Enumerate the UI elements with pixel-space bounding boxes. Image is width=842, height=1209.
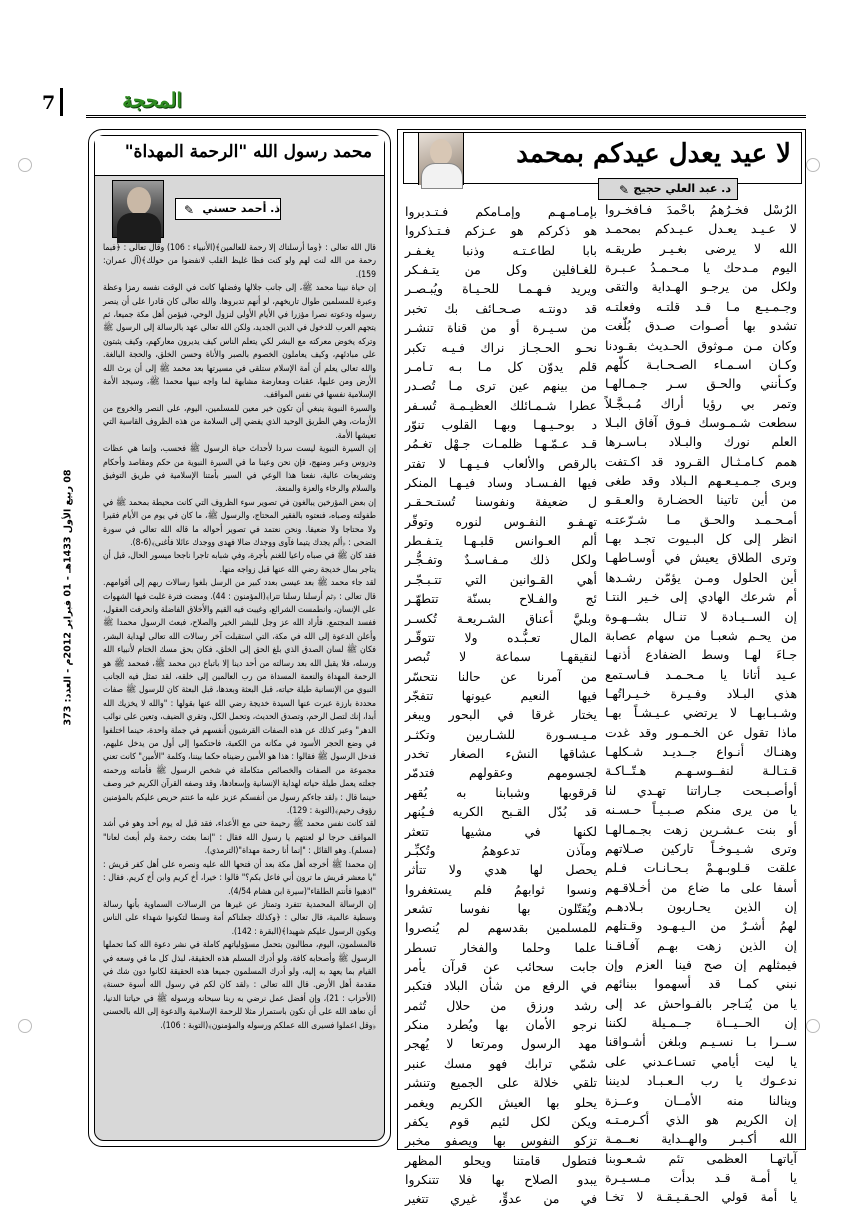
poem-line: فيها الفـسـاد وساد فيـهـا المنكر (405, 475, 597, 491)
poem-line: قلم يدوّن كل مـا بـه تـامـر (405, 358, 597, 374)
paragraph: إن الرسالة المحمدية تتفرد وتمتاز عن غيرها من الرسالات السماوية بأنها رسالة وسطية عالمية، قال تعالى : ﴿وكذلك جعلناكم أمة وسطا لتكونوا شهداء على الناس ويكون الرسول عليكم شهيدا﴾(البقرة : 142). (103, 899, 376, 937)
poem-line: الرُسْل فخـرُهمُ باحْمدَ فـافخـروا (605, 202, 797, 217)
poem-line: فيها النعيم عيونها تتفجّر (405, 687, 597, 703)
left-article-title: محمد رسول الله "الرحمة المهداة" (124, 142, 372, 162)
poem-line: وكـان اسـمـاء الصـحـابـة كلّهم (605, 356, 797, 372)
paragraph: إن بعض المؤرخين يبالغون في تصوير سوء الظروف التي كانت محيطة بمحمد ﷺ في طفولته وصباه، فنعتوه بالفقير المحتاج، والرسول ﷺ، ما كان في يوم من الأيام فقيرا ولا محتاجا ولا ضعيفا. ونحن نعتمد في تصوير أحواله ما قاله الله تعالى في سورة الضحى : ﴿ألم يجدك يتيما فآوى ووجدك ضالا فهدى ووجدك عائلا فأغنى﴾(6-8). (103, 497, 376, 548)
poem-line: قد بُدّل القـبح الكريه فـيُنهر (405, 804, 597, 820)
binding-hole-icon (18, 1019, 32, 1033)
paragraph: لقد جاء محمد ﷺ بعد عيسى بعدد كبير من الرسل بلغوا رسالات ربهم إلى أقوامهم. قال تعالى : ﴿ثم أرسلنا رسلنا تترا﴾(المؤمنون : 44). ومضت فترة غلبت فيها الشهوات على الإنسان، وانطمست الشرائع، وغيبت فيه القيم والأخلاق الفاضلة وانحرفت العقول، ففسد المجتمع. فأراد الله عز وجل للبشر الخير والصلاح، فبعث الرسول محمدا ﷺ وأعلن الدعوة إلى الله في مكة، التي استقبلت آخر رسالات الله تعالى لهداية البشر، فكان ﷺ لسان الصدق الذي بلغ الحق إلى الخلق، فكان بحق مسك الختام لأنبياء الله ورسله، فلا يقبل الله بعد رسالته من أحد دينا إلا باتباع دين محمد ﷺ، فمحمد ﷺ هو الرحمة المهداة والنعمة المسداة من رب العالمين إلى خلقه، لقد تمثل فيه الجانب النبوي من الإنسانية طيلة حياته، قبل البعثة وبعدها، قبل البعثة كان للرسول ﷺ صفات محددة بارزة عبرت عنها السيدة خديجة رضي الله عنها بقولها : "والله لا يخزيك الله أبدا، إنك لتصل الرحم، وتصدق الحديث، وتحمل الكل، وتقري الضيف، وتعين على نوائب الدهر" وعبر كذلك عن هذه الصفات القرشيون أنفسهم في جملة واحدة، حينما اختلفوا في وضع الحجر الأسود في مكانه من الكعبة، فاحتكموا إلى أول من يدخل عليهم، فدخل الرسول ﷺ فقالوا : هذا هو الأمين رضيناه حكما بيننا، وكلمة "الأمين" كانت تعني مجموعة من الصفات والخصائص متكاملة في شخص الرسول ﷺ فأمانته ورحمته جعلته يعمل طيلة حياته لهداية الإنسانية وإسعادها، وقد وصفه القرآن الكريم خير وصف حينما قال : ﴿لقد جاءكم رسول من أنفسكم عزيز عليه ما عنتم حريص عليكم بالمؤمنين رؤوف رحيم﴾(التوبة : 129). (103, 578, 376, 817)
poem-line: الله لا يرضى بغـيـر طريقـه (605, 240, 797, 256)
poem-line: يا من يرى منكم صـبـيـاً حـسـنه (605, 802, 797, 818)
right-article-author: د. عبد العلي حجيج (633, 182, 731, 195)
poem-line: يا أمـة قـد بدأت مـسـيـرة (605, 1169, 797, 1185)
poem-line: إن الكريم هو الذي أكـرمـتـه (605, 1111, 797, 1127)
poem-line: قـتـالـة لنفــوسـهـم هـتّــاكـة (605, 763, 797, 779)
left-article-author: ذ. أحمد حسني (202, 202, 280, 215)
poem-line: فتطول قامتنا ويحلو المظهر (405, 1152, 597, 1168)
poem-line: أوأصـبـحت جـاراتنا تهـدي لنا (605, 782, 797, 798)
poem-line: لنقيقهـا سماعة لا تُبصر (405, 649, 597, 665)
poem-line: عـيد أتانا يا مـحـمـد فـاسـتمع (605, 666, 797, 682)
poem-line: من أين تاتينا الحضـارة والعـقـو (605, 492, 797, 508)
left-article (88, 129, 391, 1147)
poem-line: وكان مـن مـوثوق الحـديث بقـودنا (605, 337, 797, 353)
right-article (397, 129, 806, 1207)
poem-line: بالرقص والألعاب فـيـهـا لا تفتر (405, 455, 597, 471)
poem-line: وشـبـابهـا لا يرتضي عـيـشـاً بهـا (605, 705, 797, 721)
pen-icon: ✎ (184, 203, 195, 217)
poem-line: عشاقها النشء الصغار تخدر (405, 746, 597, 762)
poem-line: لا عـيـد يعـدل عـيـدكم بمحمـد (605, 221, 797, 237)
poem-line: يختار غرقا في البحور ويبغر (405, 707, 597, 723)
poem-line: تشدو بها أصـوات صـدق بُلّغت (605, 318, 797, 334)
poem-line: ل ضعيفة ونفوسنا تُستـحـقـر (405, 494, 597, 510)
poem-line: عطرا شـمـائلك العظيـمـة تُسـفر (405, 397, 597, 413)
poem-line: ألم العـوانس قلبـهـا يتـفـطر (405, 533, 597, 549)
author-photo-body (117, 213, 161, 243)
poem-line: يا ليت أيامي تسـاعـدني على (605, 1053, 797, 1069)
poem-right-column (605, 200, 797, 1207)
poem-line: ويُقتّلون بها نفوسا تشعر (405, 900, 597, 916)
poem-line: ئج والفـلاح بسنّة تتطهّـر (405, 591, 597, 607)
poem-line: لكنها في مشيها تتعثر (405, 823, 597, 839)
poem-line: من يحـم شعبـا من سهام عصابة (605, 627, 797, 643)
poem-line: همم كـامـثـال القـرود قد اكـتفت (605, 453, 797, 469)
poem-line: وجـمـيـع مـا قـد قلتـه وفعلتـه (605, 298, 797, 314)
poem-line: وهنـاك أنـواع جــديـد شـكلهـا (605, 744, 797, 760)
poem-line: من آمرنا عن حالنا نتحسّر (405, 668, 597, 684)
poem-line: يا من يُتـاجر بالفـواحش عد إلى (605, 995, 797, 1011)
poem-line: تزكو النفوس بها ويصفو مخبر (405, 1133, 597, 1149)
poem-line: من سـيـرة أو من قناة تنشـر (405, 320, 597, 336)
poem-line: ندعـوك يا رب الـعـبـاد لديننا (605, 1073, 797, 1089)
poem-line: وبرى جـمـيـعـهم الـبلاد وقد طغى (605, 473, 797, 489)
poem-line: في من عدوٍّ، غيري تتغير (405, 1191, 597, 1207)
poem-line: وينالنا منه الأمــان وعــزة (605, 1092, 797, 1108)
poem-line: ولكل من يرجـو الهـداية والتقى (605, 279, 797, 295)
poem-line: لجسومهم وعقولهم فتدمّر (405, 765, 597, 781)
poem-line: إن الحــيــاة جــمـيلة لكننا (605, 1015, 797, 1031)
poem-line: نحـو الحـجـاز نراك فـيـه تكبر (405, 339, 597, 355)
poem-line: تلقي خلالة على الجميع وتنشر (405, 1075, 597, 1091)
header-rule (86, 115, 806, 118)
poem-line: وترى شـيـوخـاً تاركين صـلاتهم (605, 840, 797, 856)
author-photo-head (430, 139, 452, 165)
right-article-title-box (403, 132, 802, 184)
poem-line: يحلو بها العيش الكريم ويغمر (405, 1094, 597, 1110)
poem-line: قـد عـمّـهـا ظلمـات جـهْل تغـمُر (405, 436, 597, 452)
poem-line: إن الذين زهت بهـم آفـاقـنا (605, 937, 797, 953)
poem-line: وكـأنني والحـق سـر جـمـالهـا (605, 376, 797, 392)
left-article-body (94, 135, 385, 1141)
poem-line: اليوم مـدحك يا مـحـمـدُ عـبـرة (605, 260, 797, 276)
poem-line: ســرا بـا نسـيـم وبلغن أشـواقنا (605, 1034, 797, 1050)
poem-line: علما وحلما والفخار تسطر (405, 939, 597, 955)
poem-line: فيمثلهم إن صح فينا العزم وإن (605, 957, 797, 973)
poem-line: في الرفع من شأن البلاد فتكبر (405, 978, 597, 994)
author-photo-body (421, 163, 463, 189)
pen-icon: ✎ (619, 183, 630, 197)
poem-line: مهد الرسول ومرتعا لا يُهجر (405, 1036, 597, 1052)
poem-line: وتمر بي رؤيا أراك مُـبـجَّـلاً (605, 395, 797, 411)
poem-line: يبدو الصلاح بها فلا تتنكروا (405, 1171, 597, 1187)
poem-line: وبليَّ أعناق الشـريعـة تُكسـر (405, 610, 597, 626)
poem-line: ومآذن تدعوهمُ وتُكبِّـر (405, 842, 597, 858)
poem-line: نبني كمـا قد أسهموا ببنائهم (605, 976, 797, 992)
issue-info-vertical (60, 300, 76, 900)
poem-line: قرقوبها وشبابنا به يُقهر (405, 784, 597, 800)
paragraph: لقد كانت نفس محمد ﷺ رحيمة حتى مع الأعداء، فقد قيل له يوم أحد وهو في أشد المواقف حرجا لو لعنتهم يا رسول الله فقال : "إنما بعثت رحمة ولم أبعث لعانا"(مسلم). وهو القائل : "إنما أنا رحمة مهداة"(الترمذي). (103, 819, 376, 857)
poem-line: للغـافلين وكل من يتـفـكر (405, 262, 597, 278)
poem-line: إن الذين يحـاربون بـلادهـم (605, 898, 797, 914)
author-photo-head (127, 187, 151, 215)
left-author-tag (175, 198, 281, 220)
poem-line: انظر إلى كل البـيوت تجـد بهـا (605, 531, 797, 547)
poem-line: ماذا تقول عن الخـمـور وقد غدت (605, 724, 797, 740)
poem-line: سطعت شـمـوسك فـوق آفاق البـلا (605, 414, 797, 430)
paragraph: فقد كان ﷺ في صباه راعيا للغنم بأجرة، وفي شبابه تاجرا ناجحا ميسور الحال، قبل أن يتاجر بمال خديجة رضي الله عنها قبل زواجه منها. (103, 551, 376, 575)
paragraph: والسيرة النبوية ينبغي أن تكون خير معين للمسلمين، اليوم، على النصر والخروج من الأزمات، وهي الطريق الوحيد الذي يفضي إلى السلامة من هذه الظروف القاسية التي تعيشها الأمة. (103, 403, 376, 441)
poem-line: ويكن لكل لئيم قوم يكفر (405, 1113, 597, 1129)
poem-line: شمّي ترابك فهو مسك عنبر (405, 1055, 597, 1071)
poem-line: يا أمة قولي الحـقـيـقـة لا تخـا (605, 1189, 797, 1205)
poem-line: أهي القـوانين التي تتـبـجّـر (405, 571, 597, 587)
poem-line: أو بنت عـشـرين زهت بجـمـالهـا (605, 821, 797, 837)
poem-line: لهمُ أشـرٌ من الـيـهـود وقـتلهم (605, 918, 797, 934)
right-article-title: لا عيد يعدل عيدكم بمحمد (516, 139, 791, 169)
poem-line: الله أكـبـر والهــداية نعــمـة (605, 1131, 797, 1147)
binding-hole-icon (18, 158, 32, 172)
left-article-title-band (95, 136, 384, 176)
poem-line: من بينهم عين ترى مـا تُصـدر (405, 378, 597, 394)
poem-line: د بوحـيـهـا وبهـا القلوب تنوّر (405, 416, 597, 432)
poem-line: العلم نورك والبـلاد بـاسـرها (605, 434, 797, 450)
poem-line: رشد ورزق من حلال تُثمر (405, 997, 597, 1013)
poem-line: أين الحلول ومـن يؤمّن رشـدها (605, 569, 797, 585)
left-article-text (103, 242, 376, 1033)
paragraph: قال الله تعالى : ﴿وما أرسلناك إلا رحمة للعالمين﴾(الأنبياء : 106) وقال تعالى : ﴿فبما رحمة من الله لنت لهم ولو كنت فظا غليظ القلب لانفضوا من حولك﴾(آل عمران: 159). (103, 243, 376, 280)
poem-line: بابا لطاعـتـه وذنبا يغـفـر (405, 242, 597, 258)
page-number: 7 (42, 92, 56, 114)
poem-line: أسفا على ما ضاع من أخـلاقـهم (605, 879, 797, 895)
binding-hole-icon (806, 1019, 820, 1033)
poem-line: مـيـسـورة للشـاربين وتكثـر (405, 726, 597, 742)
author-photo (112, 180, 164, 238)
poem-line: أم شرعك الهادي إلى خـير النتـا (605, 589, 797, 605)
poem-line: للمسلمين بقدسهم لم يُنصروا (405, 920, 597, 936)
poem-line: قد دونتـه صـحـائف بك تخبر (405, 300, 597, 316)
poem-line: نرجو الأمان بها ويُطرد منكر (405, 1017, 597, 1033)
binding-hole-icon (806, 158, 820, 172)
poem-left-column (405, 202, 597, 1209)
poem-line: علقت قـلوبـهـمْ بـحـانـات فـلم (605, 860, 797, 876)
paragraph: إن محمدا ﷺ أخرجه أهل مكة بعد أن فتحها الله عليه ونصره على أهل كفر قريش : "يا معشر قريش ما ترون أني فاعل بكم؟" قالوا : خيرا، أخ كريم وابن أخ كريم. فقال : "اذهبوا فأنتم الطلقاء"(سيرة ابن هشام 4/54). (103, 859, 376, 897)
paragraph: فالمسلمون، اليوم، مطالبون بتحمل مسؤولياتهم كاملة في نشر دعوة الله كما تحملها الرسول ﷺ وأصحابه كافة، ولو أدرك المسلم هذه الحقيقة، لبذل كل ما في وسعه في القيام بما يعهد به إليه، ولو أدرك المسلمون جميعا هذه الحقيقة لكانوا دون شك في مقدمة أهل الأرض. قال الله تعالى : ﴿لقد كان لكم في رسول الله أسوة حسنة﴾(الأحزاب : 21)، وإن أفضل عمل نرضي به ربنا سبحانه ورسوله ﷺ في حياتنا الدنيا، أن نعاهد الله على أن نكون باستمرار مثلا للرحمة الإسلامية والدعوة إلى الله بالحسنى ﴿وقل اعملوا فسيرى الله عملكم ورسوله والمؤمنون﴾(التوبة : 106). (103, 940, 376, 1031)
poem-line: ويريد فـهـمـا للحـيـاة ويُبـصـر (405, 281, 597, 297)
poem-line: المال تعـبُّـده ولا تتوقّـر (405, 629, 597, 645)
poem-line: وترى الطلاق يعيش في أوسـاطهـا (605, 550, 797, 566)
issue-info-text: 08 ربيع الأول 1433هـ - 01 فبراير 2012م - العدد: 373 (62, 469, 74, 726)
poem-line: ولكل ذلك مـفـاسـدٌ وتفـجُّـر (405, 552, 597, 568)
magazine-masthead: المحجة (122, 88, 182, 112)
poem-line: جـاءَ لهـا وسط الضفادع أذنهـا (605, 647, 797, 663)
poem-line: هذي البـلاد وفـيـرة خـيـراتُهـا (605, 685, 797, 701)
poem-line: ونسوا ثوابهمُ فلم يستغفروا (405, 881, 597, 897)
paragraph: إن حياة نبينا محمد ﷺ، إلى جانب جلالها وفضلها كانت في الوقت نفسه رمزا وعظة وعبرة للمسلمين طوال تاريخهم، لو أنهم تدبروها. والله تعالى كان قادرا على أن ينصر رسوله ودعوته نصرا مؤزرا في الأيام الأولى لنزول الوحي، فيؤمن أهل مكة جميعا، ثم يتجهم العرب للدخول في الدين الجديد، ولكن الله تعالى عهد بالرسالة إلى الرسول ﷺ وتركه يخوض معركته مع البشر لكي يتعلم الناس كيف يديرون معاركهم، وكيف يثبتون على مبادئهم، وكيف يعاملون الخصوم بالصبر والأناة وحسن الخلق، والحجة البالغة. والله تعالى يعلم أن أمة الإسلام ستلقى في مسيرتها بعد محمد ﷺ إلى أن يرث الله الأرض ومن عليها، عقبات ومعارضة مشابهة لما واجه نبيها محمدا ﷺ، وسيجد الأمة الإسلامية نفسها في نفس المواقف. (103, 283, 376, 401)
poem-line: هو ذكركم هو عـزكم فـتـذكروا (405, 223, 597, 239)
author-photo (418, 133, 464, 185)
poem-line: يحصل لها هدي ولا تتأثر (405, 862, 597, 878)
poem-line: تهـفـو النفـوس لنوره وتوقّر (405, 513, 597, 529)
header-divider (60, 88, 63, 116)
right-author-tag (598, 178, 738, 200)
poem-line: بإمـامـهـم وإمـامكم فـتـدبروا (405, 204, 597, 219)
poem-line: جابت سحائب عن قرآن يأمر (405, 959, 597, 975)
paragraph: إن السيرة النبوية ليست سردا لأحداث حياة الرسول ﷺ فحسب، وإنما هي عظات ودروس وعبر ومنهج، فإن نحن وعينا ما في السيرة النبوية من حكم ومقاصد وأحكام وتشريعات عالية، نفعنا هذا الوعي في السير بأمتنا الإسلامية في طريق التوفيق والسلام والرخاء والعزة والمنعة. (103, 444, 376, 495)
poem-line: آياتهـا العظمى تئم شـعـوبنا (605, 1150, 797, 1166)
poem-line: إن الســيـادة لا تنـال بشــهـوة (605, 608, 797, 624)
poem-line: أمـحـمـد والحـق مـا شـرّعتـه (605, 511, 797, 527)
